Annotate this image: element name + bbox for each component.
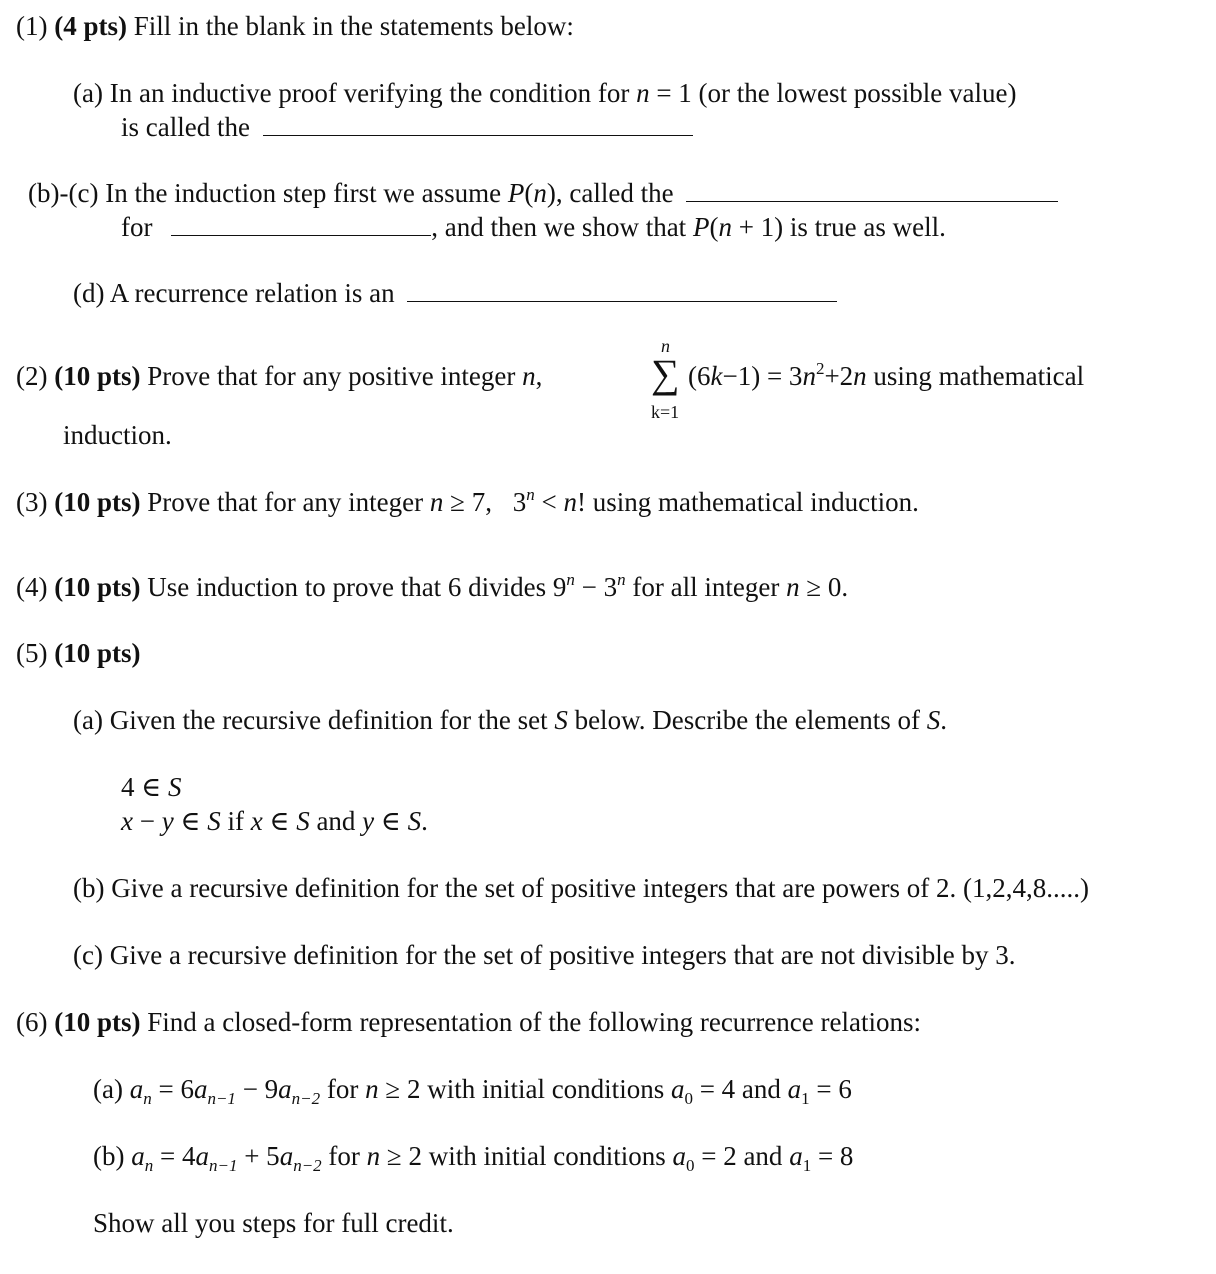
question-1d bbox=[73, 280, 837, 307]
math-var: x bbox=[121, 806, 133, 836]
sum-lower-limit: k=1 bbox=[651, 402, 680, 422]
item-label: (a) bbox=[93, 1074, 123, 1104]
math-var: n bbox=[786, 572, 800, 602]
points: (10 pts) bbox=[54, 487, 141, 517]
points: (10 pts) bbox=[54, 572, 141, 602]
subscript: n bbox=[144, 1156, 154, 1175]
exponent: 2 bbox=[815, 359, 825, 378]
math-text: . bbox=[421, 806, 428, 836]
question-2-expression bbox=[688, 359, 1085, 391]
math-text: − 9 bbox=[242, 1074, 279, 1104]
item-text: below. Describe the elements of bbox=[574, 705, 920, 735]
subscript: 0 bbox=[684, 1089, 693, 1108]
item-label: (c) bbox=[73, 940, 103, 970]
math-text: − 3 bbox=[581, 572, 618, 602]
math-var: S bbox=[407, 806, 422, 836]
subscript: n−1 bbox=[207, 1089, 236, 1108]
question-1bc bbox=[28, 180, 1058, 207]
fill-blank[interactable] bbox=[171, 234, 431, 236]
math-var: a bbox=[129, 1074, 144, 1104]
fill-blank[interactable] bbox=[263, 134, 693, 136]
question-6-heading bbox=[16, 1009, 921, 1036]
question-2-heading bbox=[16, 363, 542, 390]
item-label: (b)-(c) bbox=[28, 178, 99, 208]
question-1a-cont bbox=[121, 114, 693, 141]
math-var: S bbox=[926, 705, 941, 735]
math-var: S bbox=[207, 806, 221, 836]
points: (4 pts) bbox=[54, 11, 127, 41]
item-text: for bbox=[326, 1074, 359, 1104]
math-var: a bbox=[131, 1141, 145, 1171]
math-text: (6 bbox=[688, 361, 711, 391]
question-text: for all integer bbox=[632, 572, 780, 602]
math-text: = 8 bbox=[817, 1141, 854, 1171]
fill-blank[interactable] bbox=[686, 200, 1058, 202]
question-text: Prove that for any positive integer bbox=[147, 361, 516, 391]
math-text: if bbox=[227, 806, 244, 836]
item-text: Given the recursive definition for the set bbox=[109, 705, 548, 735]
math-text: = 6 bbox=[816, 1074, 852, 1104]
question-text: Use induction to prove that 6 divides 9 bbox=[147, 572, 567, 602]
item-text: ), called the bbox=[546, 178, 674, 208]
math-text: 4 ∈ bbox=[121, 772, 162, 802]
question-3 bbox=[16, 485, 919, 517]
question-text: Find a closed-form representation of the following recurrence relations: bbox=[147, 1007, 921, 1037]
math-var: n bbox=[636, 78, 650, 108]
question-text: ! using mathematical induction. bbox=[576, 487, 919, 517]
subscript: n−1 bbox=[208, 1156, 238, 1175]
subscript: n−2 bbox=[293, 1156, 322, 1175]
math-text: ( bbox=[709, 212, 719, 242]
recursive-rule-base bbox=[121, 774, 182, 801]
math-var: n bbox=[365, 1074, 379, 1104]
math-var: a bbox=[789, 1141, 803, 1171]
item-text: + 1) is true as well. bbox=[738, 212, 946, 242]
math-var: n bbox=[718, 212, 732, 242]
exponent: n bbox=[617, 570, 626, 589]
subscript: n bbox=[143, 1089, 152, 1108]
math-var: a bbox=[670, 1074, 685, 1104]
math-var: a bbox=[672, 1141, 686, 1171]
math-text: − bbox=[139, 806, 155, 836]
subscript: 1 bbox=[802, 1156, 812, 1175]
subscript: 0 bbox=[685, 1156, 695, 1175]
points: (10 pts) bbox=[54, 1007, 141, 1037]
math-var: n bbox=[563, 487, 577, 517]
math-text: . bbox=[940, 705, 947, 735]
recursive-rule-step bbox=[121, 808, 428, 835]
math-text: ≥ 0. bbox=[806, 572, 849, 602]
question-5-heading bbox=[16, 640, 140, 667]
instruction-text: Show all you steps for full credit. bbox=[93, 1208, 454, 1238]
question-2-cont bbox=[63, 422, 172, 449]
item-text: for bbox=[328, 1141, 360, 1171]
question-1bc-cont bbox=[121, 214, 946, 241]
question-5a bbox=[73, 707, 947, 734]
question-text: Prove that for any integer bbox=[147, 487, 424, 517]
question-6b bbox=[93, 1141, 854, 1175]
question-number: (4) bbox=[16, 572, 48, 602]
math-text: < bbox=[541, 487, 557, 517]
math-text: = 6 bbox=[158, 1074, 194, 1104]
math-text: ( bbox=[524, 178, 534, 208]
math-var: x bbox=[250, 806, 263, 836]
item-text: ≥ 2 with initial conditions bbox=[385, 1074, 665, 1104]
item-text: In an inductive proof verifying the condition for bbox=[109, 78, 630, 108]
question-6a bbox=[93, 1074, 852, 1108]
question-5b bbox=[73, 875, 1089, 902]
question-1a bbox=[73, 80, 1016, 107]
question-number: (2) bbox=[16, 361, 48, 391]
item-text: = 1 (or the lowest possible value) bbox=[656, 78, 1017, 108]
item-text: In the induction step first we assume bbox=[105, 178, 502, 208]
math-var: S bbox=[296, 806, 310, 836]
fill-blank[interactable] bbox=[407, 300, 837, 302]
question-text: Fill in the blank in the statements below: bbox=[133, 11, 574, 41]
item-label: (b) bbox=[93, 1141, 125, 1171]
math-text: , bbox=[535, 361, 543, 391]
question-4 bbox=[16, 570, 849, 602]
math-text: = 4 bbox=[159, 1141, 196, 1171]
math-text: −1) = 3 bbox=[722, 361, 803, 391]
math-var: n bbox=[366, 1141, 381, 1171]
math-var: P bbox=[692, 212, 710, 242]
item-label: (b) bbox=[73, 873, 105, 903]
item-text: Give a recursive definition for the set of positive integers that are not divisible by 3. bbox=[109, 940, 1016, 970]
summation bbox=[651, 336, 680, 422]
question-number: (5) bbox=[16, 638, 48, 668]
item-label: (d) bbox=[73, 278, 105, 308]
question-text: using mathematical bbox=[873, 361, 1085, 391]
math-text: ∈ bbox=[180, 806, 201, 836]
question-5c bbox=[73, 942, 1015, 969]
item-label: (a) bbox=[73, 705, 103, 735]
item-text: , and then we show that bbox=[431, 212, 687, 242]
math-var: y bbox=[362, 806, 375, 836]
question-number: (3) bbox=[16, 487, 48, 517]
item-text: A recurrence relation is an bbox=[109, 278, 395, 308]
math-var: a bbox=[278, 1074, 292, 1104]
math-var: n bbox=[522, 361, 536, 391]
math-text: 3 bbox=[512, 487, 527, 517]
math-var: y bbox=[161, 806, 174, 836]
math-var: a bbox=[279, 1141, 294, 1171]
question-number: (6) bbox=[16, 1007, 48, 1037]
math-var: P bbox=[507, 178, 525, 208]
subscript: 1 bbox=[801, 1089, 810, 1108]
math-var: a bbox=[195, 1141, 209, 1171]
item-label: (a) bbox=[73, 78, 103, 108]
math-text: = 4 and bbox=[699, 1074, 781, 1104]
math-text: + 5 bbox=[244, 1141, 280, 1171]
question-number: (1) bbox=[16, 11, 48, 41]
math-var: n bbox=[429, 487, 444, 517]
math-text: ≥ 7, bbox=[450, 487, 492, 517]
math-var: a bbox=[193, 1074, 208, 1104]
math-var: S bbox=[168, 772, 182, 802]
subscript: n−2 bbox=[291, 1089, 321, 1108]
math-text: = 2 and bbox=[701, 1141, 783, 1171]
points: (10 pts) bbox=[54, 638, 141, 668]
math-text: and bbox=[316, 806, 356, 836]
item-text: ≥ 2 with initial conditions bbox=[386, 1141, 666, 1171]
sigma-symbol: ∑ bbox=[651, 351, 680, 396]
math-text: ∈ bbox=[269, 806, 290, 836]
math-text: ∈ bbox=[380, 806, 401, 836]
item-text: is called the bbox=[121, 112, 250, 142]
math-var: n bbox=[853, 361, 867, 391]
math-var: n bbox=[802, 361, 816, 391]
math-text: +2 bbox=[824, 361, 854, 391]
math-var: n bbox=[533, 178, 547, 208]
item-text: Give a recursive definition for the set of positive integers that are powers of 2. (1,2,4,8.....) bbox=[111, 873, 1089, 903]
exponent: n bbox=[526, 485, 535, 504]
sum-upper-limit: n bbox=[661, 336, 670, 356]
question-text: induction. bbox=[63, 420, 172, 450]
math-var: S bbox=[554, 705, 568, 735]
footer-instruction bbox=[93, 1210, 454, 1237]
question-1-heading bbox=[16, 13, 574, 40]
math-var: k bbox=[710, 361, 723, 391]
math-var: a bbox=[787, 1074, 802, 1104]
item-text: for bbox=[121, 212, 153, 242]
points: (10 pts) bbox=[54, 361, 141, 391]
exponent: n bbox=[566, 570, 575, 589]
